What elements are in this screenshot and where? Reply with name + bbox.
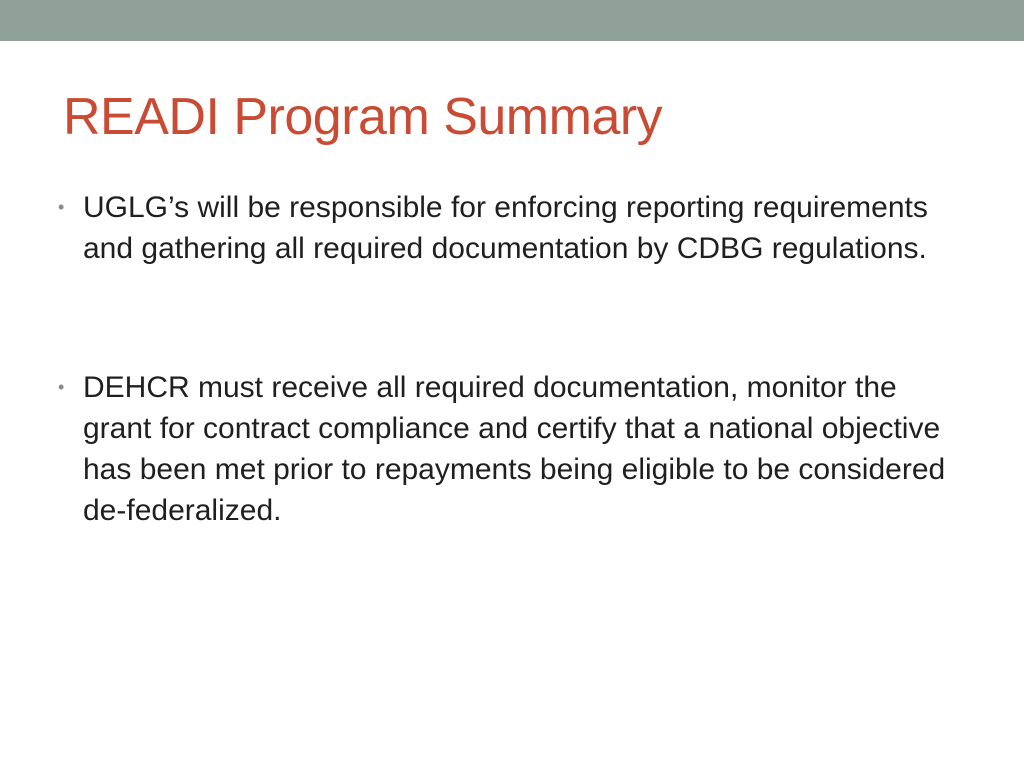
slide-title: READI Program Summary: [63, 88, 663, 146]
bullet-marker: •: [58, 377, 65, 397]
bullet-marker: •: [58, 197, 65, 217]
bullet-item: [58, 367, 968, 531]
bullet-item: [58, 187, 968, 269]
bullet-text: UGLG’s will be responsible for enforcing reporting requirements and gathering all required documentation by CDBG regulations.: [83, 191, 928, 265]
header-band: [0, 0, 1024, 41]
bullet-text: DEHCR must receive all required documentation, monitor the grant for contract compliance and certify that a national objective has been met prior to repayments being eligible to be considered de-federalized.: [83, 371, 946, 527]
